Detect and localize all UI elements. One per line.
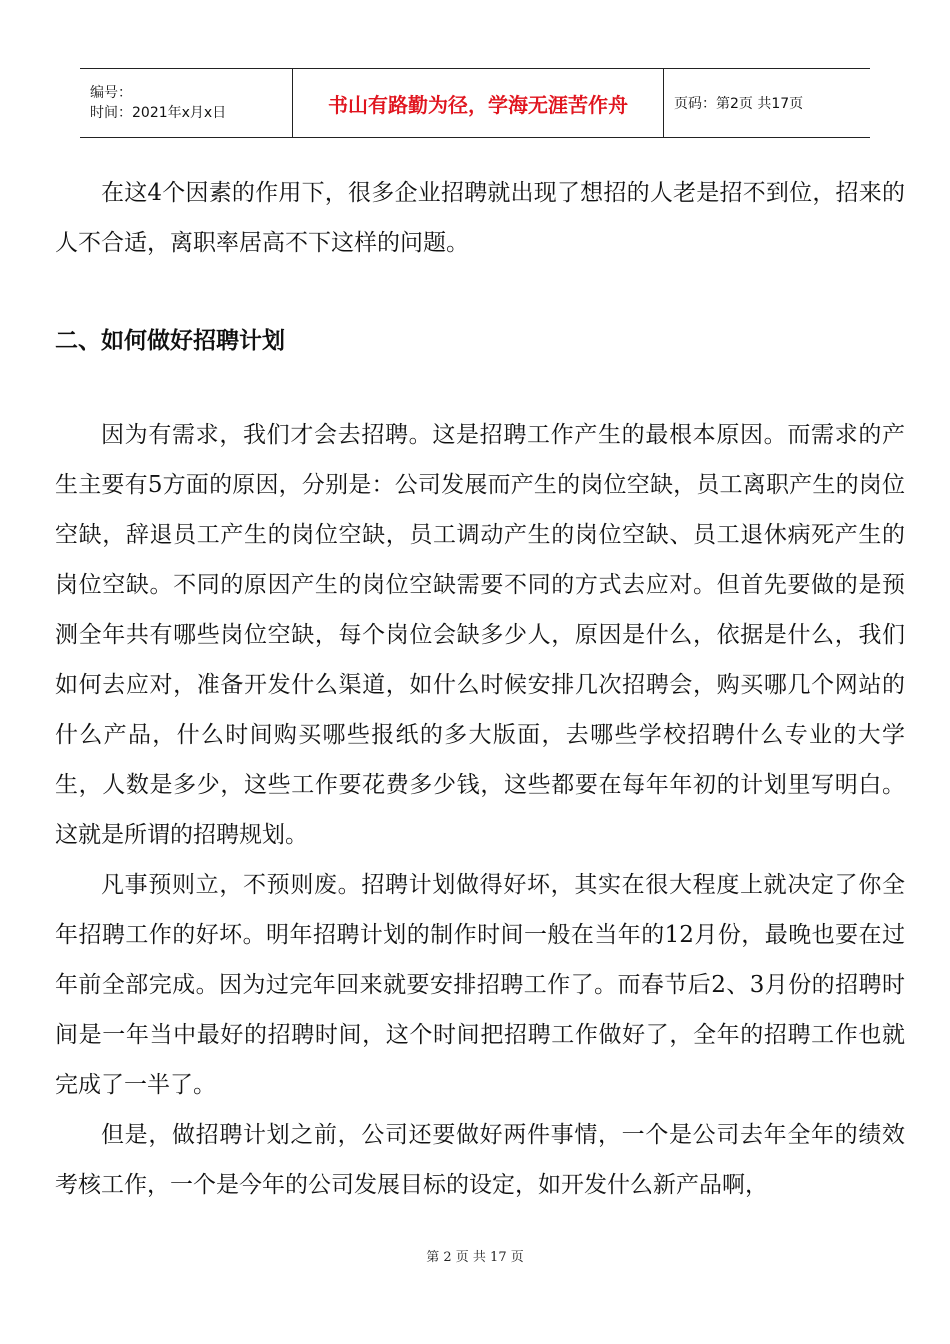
motto-text: 书山有路勤为径，学海无涯苦作舟	[328, 92, 628, 117]
paragraph-1: 在这4个因素的作用下，很多企业招聘就出现了想招的人老是招不到位，招来的人不合适，离职率居高不下这样的问题。	[55, 180, 905, 256]
header-meta	[80, 69, 292, 137]
paragraph-2: 因为有需求，我们才会去招聘。这是招聘工作产生的最根本原因。而需求的产生主要有5方面的原因，分别是：公司发展而产生的岗位空缺，员工离职产生的岗位空缺，辞退员工产生的岗位空缺，员工调动产生的岗位空缺、员工退休病死产生的岗位空缺。不同的原因产生的岗位空缺需要不同的方式去应对。但首先要做的是预测全年共有哪些岗位空缺，每个岗位会缺多少人，原因是什么，依据是什么，我们如何去应对，准备开发什么渠道，如什么时候安排几次招聘会，购买哪几个网站的什么产品，什么时间购买哪些报纸的多大版面，去哪些学校招聘什么专业的大学生，人数是多少，这些工作要花费多少钱，这些都要在每年年初的计划里写明白。这就是所谓的招聘规划。	[55, 422, 905, 848]
time-label: 时间：2021年x月x日	[90, 105, 227, 121]
document-body	[55, 168, 905, 1210]
serial-label: 编号：	[90, 85, 132, 101]
paragraph-3: 凡事预则立，不预则废。招聘计划做得好坏，其实在很大程度上就决定了你全年招聘工作的好坏。明年招聘计划的制作时间一般在当年的12月份，最晚也要在过年前全部完成。因为过完年回来就要安排招聘工作了。而春节后2、3月份的招聘时间是一年当中最好的招聘时间，这个时间把招聘工作做好了，全年的招聘工作也就完成了一半了。	[55, 872, 905, 1098]
page-footer	[0, 1246, 950, 1265]
header-page-info	[664, 69, 870, 137]
footer-page-number: 第 2 页 共 17 页	[426, 1250, 524, 1265]
page-info-text: 页码：第2页 共17页	[674, 96, 804, 112]
section-heading-2: 二、如何做好招聘计划	[55, 327, 285, 354]
page-header	[80, 68, 870, 138]
header-motto	[292, 69, 664, 137]
paragraph-4: 但是，做招聘计划之前，公司还要做好两件事情，一个是公司去年全年的绩效考核工作，一个是今年的公司发展目标的设定，如开发什么新产品啊，	[55, 1122, 905, 1198]
